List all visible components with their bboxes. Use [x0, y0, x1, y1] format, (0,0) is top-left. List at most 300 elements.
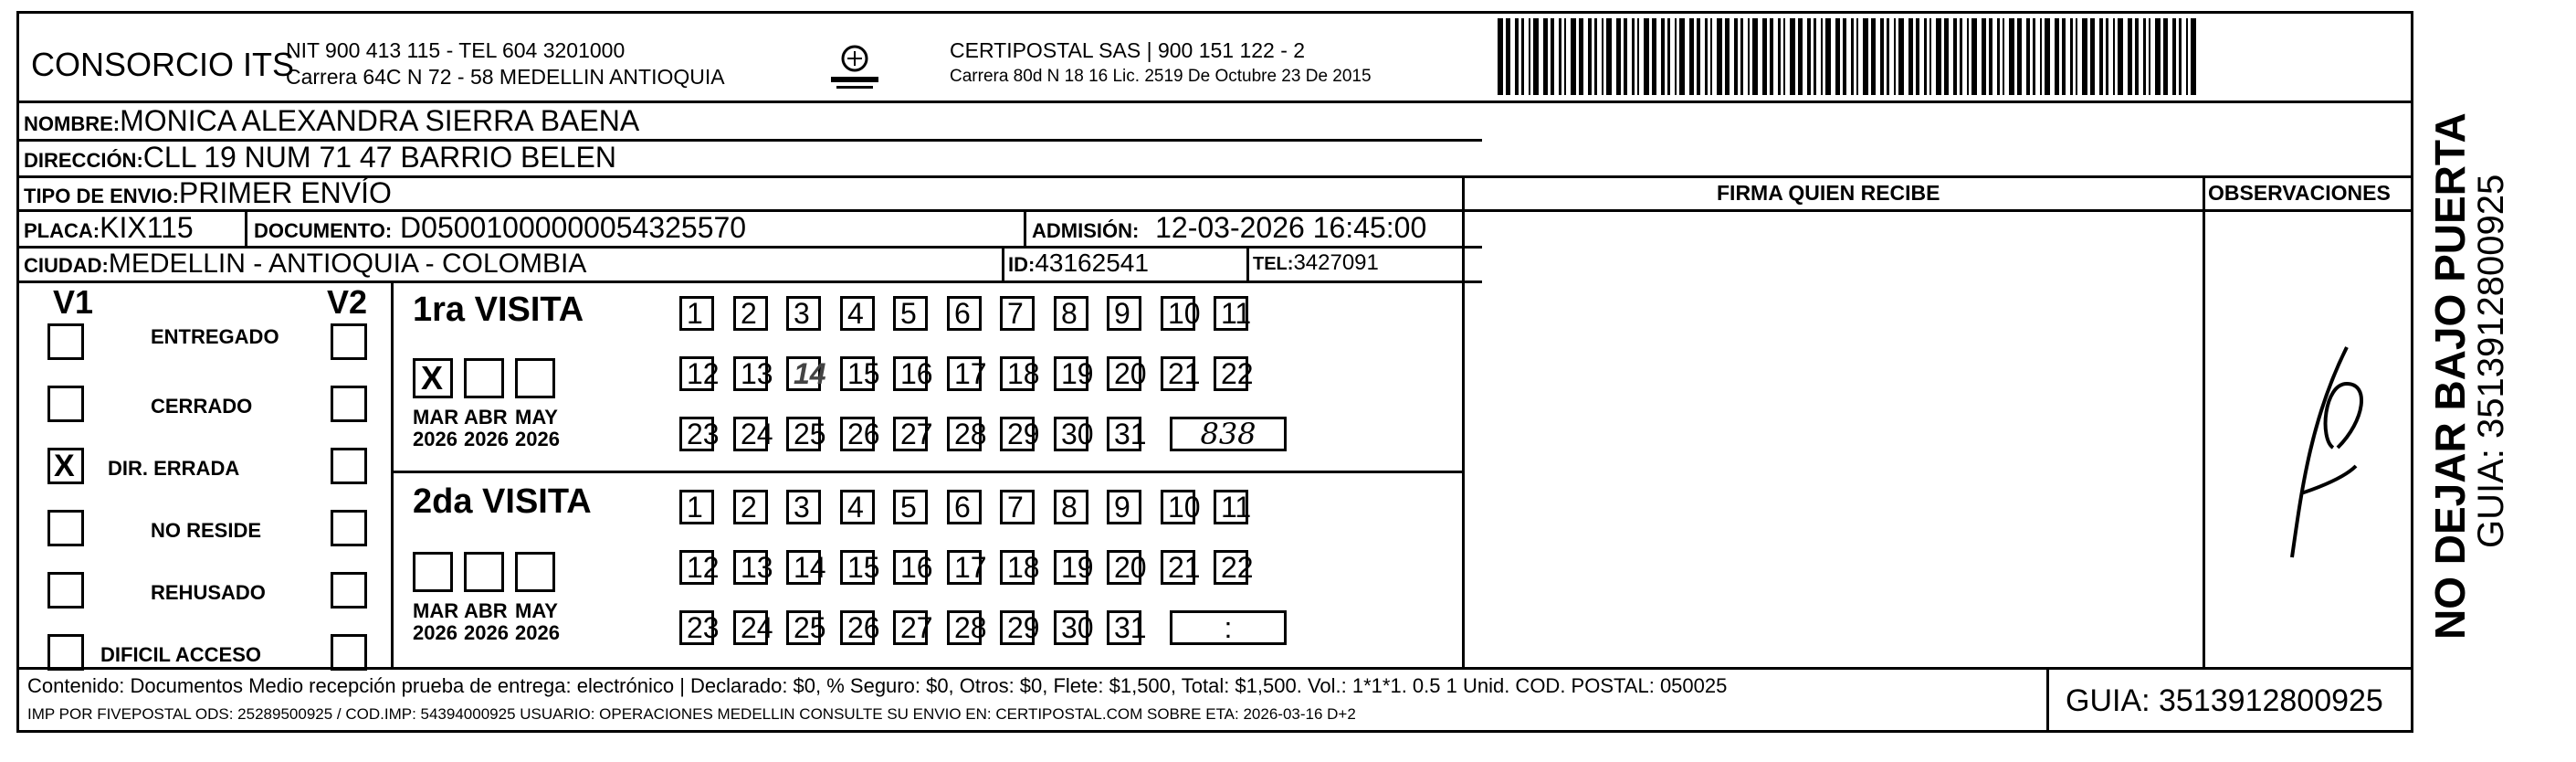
ciudad-row — [24, 249, 586, 280]
barcode-bar — [2017, 18, 2022, 95]
courier-address: Carrera 80d N 18 16 Lic. 2519 De Octubre 23 De 2015 — [950, 67, 1372, 86]
day-number: 26 — [847, 611, 880, 644]
day-cell[interactable] — [1000, 296, 1035, 331]
year-label: 2026 — [413, 428, 457, 450]
day-number: 11 — [1221, 491, 1252, 524]
barcode-bar — [1559, 18, 1561, 95]
id-divider — [1002, 246, 1004, 280]
month-checkbox[interactable] — [464, 358, 504, 398]
day-number: 1 — [687, 491, 703, 524]
ciudad-value: MEDELLIN - ANTIOQUIA - COLOMBIA — [108, 249, 587, 279]
status-v1-checkbox[interactable] — [47, 448, 84, 484]
day-number: 4 — [847, 491, 864, 524]
day-number: 13 — [741, 357, 773, 390]
day-number: 27 — [900, 611, 933, 644]
tel-label: TEL: — [1253, 254, 1294, 274]
day-cell[interactable] — [786, 550, 826, 585]
barcode-bar — [1944, 18, 1949, 95]
year-label: 2026 — [464, 621, 509, 644]
barcode-bar — [1929, 18, 1931, 95]
visit2-title: 2da VISITA — [413, 482, 592, 521]
day-number: 30 — [1061, 418, 1094, 450]
barcode-bar — [1851, 18, 1854, 95]
barcode-bar — [2009, 18, 2014, 95]
visit-divider — [391, 471, 1464, 473]
tel-divider — [1246, 246, 1249, 280]
courier-name: CERTIPOSTAL SAS | 900 151 122 - 2 — [950, 38, 1306, 62]
status-v2-checkbox[interactable] — [331, 634, 367, 671]
day-number: 14 — [794, 357, 826, 390]
day-number: 8 — [1061, 297, 1078, 330]
month-label: MAY — [515, 599, 558, 622]
v2-header: V2 — [327, 283, 368, 321]
barcode-bar — [1637, 18, 1639, 95]
day-cell[interactable] — [947, 417, 987, 451]
day-number: 6 — [954, 297, 971, 330]
ciudad-label: CIUDAD: — [24, 254, 109, 277]
barcode-bar — [2143, 18, 2146, 95]
day-cell[interactable] — [947, 610, 987, 645]
day-cell[interactable] — [1214, 490, 1252, 524]
day-cell[interactable] — [1161, 296, 1201, 331]
day-number: 28 — [954, 418, 987, 450]
month-checkbox[interactable] — [464, 552, 504, 592]
barcode-bar — [1982, 18, 1986, 95]
barcode-bar — [1908, 18, 1913, 95]
day-number: 28 — [954, 611, 987, 644]
barcode-bar — [2090, 18, 2095, 95]
day-cell[interactable] — [947, 356, 987, 391]
nombre-value: MONICA ALEXANDRA SIERRA BAENA — [120, 104, 640, 137]
barcode-bar — [1498, 18, 1503, 95]
month-checkbox[interactable] — [413, 358, 453, 398]
month-checkbox[interactable] — [515, 552, 555, 592]
status-v2-checkbox[interactable] — [331, 386, 367, 422]
barcode-bar — [2128, 18, 2132, 95]
barcode-bar — [1960, 18, 1962, 95]
day-number: 18 — [1007, 357, 1040, 390]
day-cell[interactable] — [786, 417, 826, 451]
direccion-row — [24, 141, 616, 175]
day-number: 5 — [900, 297, 917, 330]
barcode-bar — [1997, 18, 2000, 95]
barcode-bar — [1529, 18, 1530, 95]
month-label: ABR — [464, 406, 508, 429]
barcode-bar — [1606, 18, 1612, 95]
day-cell[interactable] — [893, 356, 933, 391]
status-label: DIR. ERRADA — [108, 457, 240, 480]
day-cell[interactable] — [893, 296, 928, 331]
day-cell[interactable] — [1107, 550, 1147, 585]
day-number: 26 — [847, 418, 880, 450]
barcode-bar — [1624, 18, 1627, 95]
barcode-bar — [1697, 18, 1700, 95]
barcode-bar — [1679, 18, 1685, 95]
company-address: Carrera 64C N 72 - 58 MEDELLIN ANTIOQUIA — [286, 65, 725, 89]
barcode-bar — [2191, 18, 2196, 95]
day-cell[interactable] — [1107, 610, 1147, 645]
day-cell[interactable] — [840, 296, 875, 331]
day-number: 27 — [900, 418, 933, 450]
side-guia: GUIA: 3513912800925 — [2471, 174, 2511, 548]
day-cell[interactable] — [1214, 296, 1252, 331]
day-cell[interactable] — [1054, 610, 1094, 645]
barcode-bar — [1856, 18, 1858, 95]
header-divider — [16, 101, 2413, 103]
status-v2-checkbox[interactable] — [331, 448, 367, 484]
day-number: 25 — [794, 611, 826, 644]
month-mark-icon: X — [421, 359, 444, 397]
day-cell[interactable] — [733, 296, 768, 331]
day-number: 14 — [794, 551, 826, 584]
day-cell[interactable] — [679, 356, 720, 391]
barcode-bar — [1652, 18, 1656, 95]
day-number: 13 — [741, 551, 773, 584]
side-warning: NO DEJAR BAJO PUERTA — [2426, 112, 2474, 640]
status-divider — [391, 280, 394, 667]
barcode-bar — [2003, 18, 2004, 95]
day-cell[interactable] — [1054, 550, 1094, 585]
barcode-bar — [1887, 18, 1889, 95]
day-number: 19 — [1061, 357, 1094, 390]
barcode-bar — [1880, 18, 1884, 95]
day-cell[interactable] — [1107, 356, 1147, 391]
day-number: 15 — [847, 551, 880, 584]
barcode-bar — [1953, 18, 1957, 95]
barcode-bar — [2149, 18, 2150, 95]
status-v1-checkbox[interactable] — [47, 323, 84, 360]
barcode-bar — [1579, 18, 1583, 95]
day-cell[interactable] — [947, 550, 987, 585]
day-number: 3 — [794, 491, 810, 524]
day-number: 1 — [687, 297, 703, 330]
day-number: 29 — [1007, 418, 1040, 450]
barcode-bar — [2076, 18, 2077, 95]
barcode-bar — [1924, 18, 1927, 95]
day-number: 12 — [687, 357, 720, 390]
barcode-bar — [1661, 18, 1665, 95]
placa-divider — [245, 209, 247, 246]
barcode-bar — [1710, 18, 1712, 95]
company-name: CONSORCIO ITS — [31, 46, 295, 83]
barcode-bar — [2062, 18, 2066, 95]
day-cell[interactable] — [1107, 296, 1141, 331]
barcode-bar — [2082, 18, 2087, 95]
id-value: 43162541 — [1035, 249, 1149, 277]
month-checkbox[interactable] — [413, 552, 453, 592]
day-cell[interactable] — [840, 550, 880, 585]
day-number: 3 — [794, 297, 810, 330]
status-label: NO RESIDE — [151, 519, 262, 542]
day-cell[interactable] — [1054, 490, 1088, 524]
barcode-bar — [1778, 18, 1781, 95]
day-cell[interactable] — [1054, 417, 1094, 451]
day-number: 11 — [1221, 297, 1252, 330]
footer-guia-divider — [2046, 667, 2049, 733]
id-row — [1008, 249, 1149, 278]
barcode-bar — [1752, 18, 1758, 95]
day-number: 25 — [794, 418, 826, 450]
time-box[interactable] — [1170, 417, 1287, 451]
day-cell[interactable] — [733, 356, 773, 391]
barcode-bar — [1748, 18, 1750, 95]
status-v1-checkbox[interactable] — [47, 572, 84, 609]
day-number: 22 — [1221, 551, 1254, 584]
barcode-bar — [1725, 18, 1730, 95]
placa-row — [24, 211, 194, 245]
day-number: 12 — [687, 551, 720, 584]
month-label: MAR — [413, 406, 459, 429]
barcode-bar — [2045, 18, 2050, 95]
visit1-title: 1ra VISITA — [413, 291, 584, 329]
footer-content: Contenido: Documentos Medio recepción prueba de entrega: electrónico | Declarado: $0, % Seguro: $0, Otros: $0, Flete: $1,500, Total: $1,500. Vol.: 1*1*1. 0.5 1 Unid. COD. POSTAL: 050025 — [27, 674, 1728, 697]
barcode-bar — [1770, 18, 1773, 95]
placa-value: KIX115 — [100, 211, 194, 244]
day-number: 10 — [1168, 491, 1201, 524]
day-cell[interactable] — [733, 490, 768, 524]
status-v2-checkbox[interactable] — [331, 323, 367, 360]
barcode-bar — [1989, 18, 1992, 95]
barcode-bar — [2099, 18, 2103, 95]
tipo-label: TIPO DE ENVIO: — [24, 185, 179, 207]
day-cell[interactable] — [1000, 490, 1035, 524]
barcode-bar — [1783, 18, 1785, 95]
barcode-bar — [1571, 18, 1576, 95]
documento-row — [254, 211, 746, 245]
barcode-bar — [1740, 18, 1743, 95]
observaciones-header: OBSERVACIONES — [2208, 181, 2391, 205]
barcode-bar — [1871, 18, 1876, 95]
nombre-row — [24, 104, 639, 138]
day-cell[interactable] — [1161, 490, 1201, 524]
barcode-bar — [2070, 18, 2073, 95]
barcode-bar — [1533, 18, 1539, 95]
day-number: 8 — [1061, 491, 1078, 524]
firma-left-border — [1462, 175, 1465, 669]
day-number: 7 — [1007, 297, 1024, 330]
obs-left-border — [2203, 175, 2205, 669]
tel-row — [1253, 250, 1379, 276]
day-cell[interactable] — [840, 417, 880, 451]
barcode-bar — [1632, 18, 1635, 95]
tipo-value: PRIMER ENVÍO — [178, 176, 392, 209]
day-cell[interactable] — [679, 296, 714, 331]
barcode-bar — [1825, 18, 1831, 95]
barcode-bar — [1798, 18, 1803, 95]
barcode-bar — [2163, 18, 2168, 95]
day-cell[interactable] — [1107, 490, 1141, 524]
month-label: MAY — [515, 406, 558, 429]
day-cell[interactable] — [1161, 550, 1201, 585]
day-cell[interactable] — [840, 610, 880, 645]
barcode-bar — [1916, 18, 1919, 95]
barcode-bar — [2040, 18, 2042, 95]
month-label: MAR — [413, 599, 459, 622]
barcode-bar — [1814, 18, 1816, 95]
day-cell[interactable] — [786, 356, 826, 391]
barcode-bar — [1705, 18, 1708, 95]
barcode-bar — [2055, 18, 2059, 95]
documento-label: DOCUMENTO: — [254, 219, 393, 242]
day-number: 21 — [1168, 551, 1201, 584]
day-number: 16 — [900, 357, 933, 390]
day-number: 21 — [1168, 357, 1201, 390]
day-number: 24 — [741, 418, 773, 450]
status-v2-checkbox[interactable] — [331, 510, 367, 546]
status-label: ENTREGADO — [151, 325, 279, 348]
barcode-bar — [1564, 18, 1566, 95]
admision-divider — [1024, 209, 1026, 246]
barcode-bar — [1936, 18, 1941, 95]
barcode-bar — [1894, 18, 1896, 95]
day-cell[interactable] — [733, 550, 773, 585]
barcode-bar — [1667, 18, 1670, 95]
day-cell[interactable] — [1214, 356, 1254, 391]
day-cell[interactable] — [679, 550, 720, 585]
admision-value: 12-03-2026 16:45:00 — [1155, 211, 1427, 244]
footer-divider — [16, 667, 2413, 670]
barcode-bar — [1675, 18, 1677, 95]
barcode-bar — [1762, 18, 1767, 95]
status-v2-checkbox[interactable] — [331, 572, 367, 609]
day-cell[interactable] — [1161, 356, 1201, 391]
barcode-bar — [1821, 18, 1823, 95]
check-mark-icon: X — [54, 449, 75, 483]
day-number: 17 — [954, 551, 987, 584]
barcode-bar — [1521, 18, 1524, 95]
barcode-bar — [1515, 18, 1519, 95]
day-number: 31 — [1114, 418, 1147, 450]
barcode-bar — [1843, 18, 1846, 95]
barcode-bar — [1602, 18, 1603, 95]
barcode-bar — [1594, 18, 1597, 95]
barcode-bar — [1506, 18, 1510, 95]
day-number: 9 — [1114, 297, 1130, 330]
day-cell[interactable] — [679, 490, 714, 524]
nombre-label: NOMBRE: — [24, 112, 121, 135]
status-label: CERRADO — [151, 395, 253, 418]
barcode — [1498, 18, 2201, 95]
day-cell[interactable] — [947, 490, 982, 524]
barcode-bar — [2155, 18, 2161, 95]
day-cell[interactable] — [786, 610, 826, 645]
day-number: 19 — [1061, 551, 1094, 584]
barcode-bar — [1790, 18, 1795, 95]
day-number: 9 — [1114, 491, 1130, 524]
footer-guia: GUIA: 3513912800925 — [2066, 683, 2383, 718]
barcode-bar — [1588, 18, 1592, 95]
direccion-label: DIRECCIÓN: — [24, 149, 143, 172]
day-number: 7 — [1007, 491, 1024, 524]
day-cell[interactable] — [733, 610, 773, 645]
day-cell[interactable] — [679, 610, 720, 645]
year-label: 2026 — [515, 621, 560, 644]
status-v1-checkbox[interactable] — [47, 634, 84, 671]
month-label: ABR — [464, 599, 508, 622]
barcode-bar — [2033, 18, 2035, 95]
barcode-bar — [1644, 18, 1649, 95]
day-number: 5 — [900, 491, 917, 524]
day-number: 23 — [687, 418, 720, 450]
certipostal-logo — [827, 40, 882, 95]
day-number: 31 — [1114, 611, 1147, 644]
time-handwritten: 838 — [1200, 417, 1256, 451]
day-cell[interactable] — [840, 356, 880, 391]
day-cell[interactable] — [840, 490, 875, 524]
barcode-bar — [2113, 18, 2115, 95]
day-cell[interactable] — [1054, 296, 1088, 331]
barcode-bar — [1898, 18, 1904, 95]
day-number: 22 — [1221, 357, 1254, 390]
year-label: 2026 — [515, 428, 560, 450]
tel-value: 3427091 — [1293, 250, 1379, 275]
day-cell[interactable] — [947, 296, 982, 331]
time-placeholder: : — [1224, 611, 1233, 644]
day-number: 16 — [900, 551, 933, 584]
company-nit: NIT 900 413 115 - TEL 604 3201000 — [286, 38, 626, 62]
day-cell[interactable] — [1107, 417, 1147, 451]
day-cell[interactable] — [893, 610, 933, 645]
day-cell[interactable] — [733, 417, 773, 451]
barcode-bar — [2186, 18, 2188, 95]
day-cell[interactable] — [893, 490, 928, 524]
day-number: 4 — [847, 297, 864, 330]
day-cell[interactable] — [1000, 417, 1040, 451]
footer-imp: IMP POR FIVEPOSTAL ODS: 25289500925 / COD.IMP: 54394000925 USUARIO: OPERACIONES MEDELLIN CONSULTE SU ENVIO EN: CERTIPOSTAL.COM SOBRE ETA: 2026-03-16 D+2 — [27, 705, 1356, 723]
status-label: DIFICIL ACCESO — [100, 643, 262, 666]
day-number: 29 — [1007, 611, 1040, 644]
barcode-bar — [1807, 18, 1811, 95]
barcode-bar — [1717, 18, 1722, 95]
day-number: 24 — [741, 611, 773, 644]
time-box[interactable] — [1170, 610, 1287, 645]
day-cell[interactable] — [679, 417, 720, 451]
barcode-bar — [1543, 18, 1548, 95]
day-number: 10 — [1168, 297, 1201, 330]
barcode-bar — [1971, 18, 1977, 95]
day-cell[interactable] — [1000, 356, 1040, 391]
day-cell[interactable] — [786, 296, 821, 331]
direccion-value: CLL 19 NUM 71 47 BARRIO BELEN — [142, 141, 616, 174]
id-label: ID: — [1008, 253, 1036, 276]
day-cell[interactable] — [893, 550, 933, 585]
day-number: 2 — [741, 491, 757, 524]
day-number: 23 — [687, 611, 720, 644]
admision-label: ADMISIÓN: — [1032, 219, 1140, 242]
day-cell[interactable] — [786, 490, 821, 524]
day-number: 18 — [1007, 551, 1040, 584]
day-number: 17 — [954, 357, 987, 390]
month-checkbox[interactable] — [515, 358, 555, 398]
day-cell[interactable] — [1054, 356, 1094, 391]
day-number: 20 — [1114, 551, 1147, 584]
status-v1-checkbox[interactable] — [47, 386, 84, 422]
day-cell[interactable] — [1000, 610, 1040, 645]
day-cell[interactable] — [1214, 550, 1254, 585]
barcode-bar — [2179, 18, 2182, 95]
barcode-bar — [1835, 18, 1840, 95]
barcode-bar — [1734, 18, 1738, 95]
barcode-bar — [2106, 18, 2108, 95]
day-number: 15 — [847, 357, 880, 390]
day-cell[interactable] — [893, 417, 933, 451]
handwritten-signature — [2237, 311, 2374, 566]
placa-label: PLACA: — [24, 219, 100, 242]
day-cell[interactable] — [1000, 550, 1040, 585]
barcode-bar — [1551, 18, 1554, 95]
day-number: 2 — [741, 297, 757, 330]
status-v1-checkbox[interactable] — [47, 510, 84, 546]
